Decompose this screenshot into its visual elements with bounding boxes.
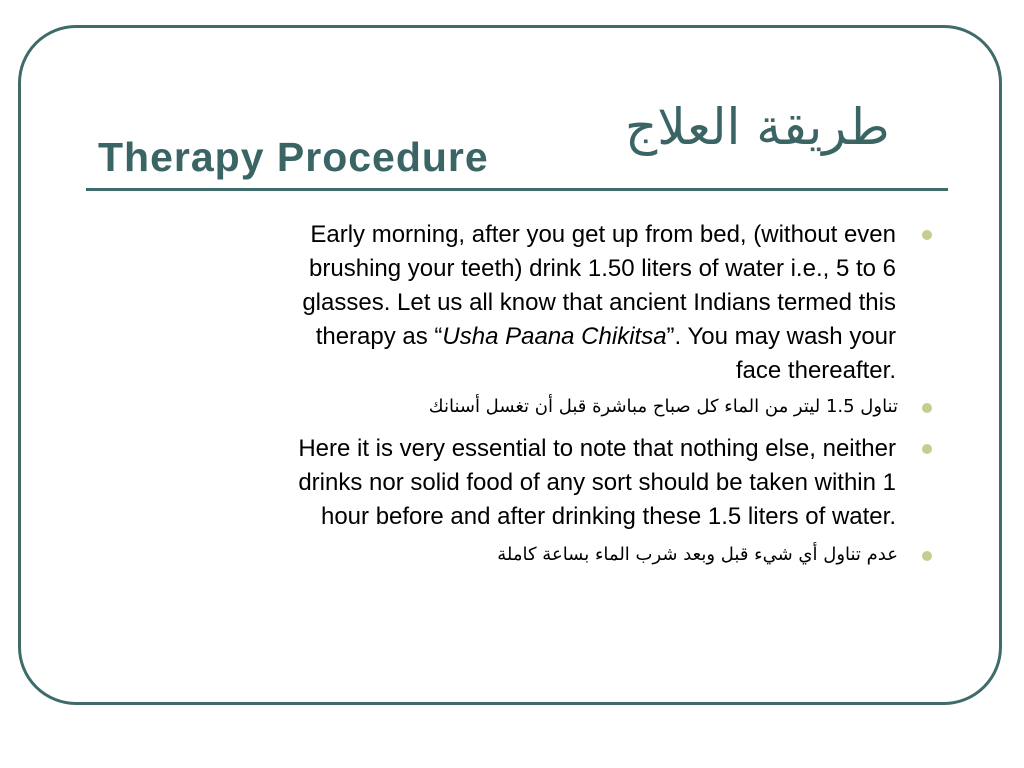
- bullet-text-arabic: عدم تناول أي شيء قبل وبعد شرب الماء بساعة كاملة: [497, 544, 898, 565]
- text-line: face thereafter.: [735, 357, 896, 384]
- slide-title-arabic: طريقة العلاج: [625, 98, 890, 156]
- text-line: glasses. Let us all know that ancient Indians termed this: [302, 289, 896, 316]
- bullet-item-3: [100, 432, 940, 536]
- text-fragment: therapy as “: [315, 323, 443, 350]
- slide-title-english: Therapy Procedure: [98, 134, 489, 180]
- bullet-text: [100, 218, 898, 388]
- text-fragment: ”. You may wash your: [666, 323, 896, 350]
- text-line: Early morning, after you get up from bed, (without even: [310, 221, 896, 248]
- bullet-item-1: [100, 218, 940, 388]
- bullet-dot-icon: [922, 230, 932, 240]
- bullet-item-4: [100, 540, 940, 580]
- title-divider: [86, 188, 948, 191]
- therapy-name: Usha Paana Chikitsa: [442, 323, 667, 350]
- text-line: [100, 320, 896, 354]
- text-line: Here it is very essential to note that nothing else, neither: [298, 435, 896, 462]
- bullet-item-2: [100, 392, 940, 432]
- bullet-dot-icon: [922, 403, 932, 413]
- bullet-dot-icon: [922, 444, 932, 454]
- text-line: hour before and after drinking these 1.5 liters of water.: [320, 503, 896, 530]
- bullet-dot-icon: [922, 551, 932, 561]
- bullet-list: [100, 218, 940, 580]
- text-line: brushing your teeth) drink 1.50 liters of water i.e., 5 to 6: [309, 255, 896, 282]
- bullet-text: [100, 432, 898, 534]
- text-line: drinks nor solid food of any sort should be taken within 1: [298, 469, 896, 496]
- title-row: [90, 98, 945, 186]
- bullet-text-arabic: تناول 1.5 ليتر من الماء كل صباح مباشرة قبل أن تغسل أسنانك: [428, 396, 898, 417]
